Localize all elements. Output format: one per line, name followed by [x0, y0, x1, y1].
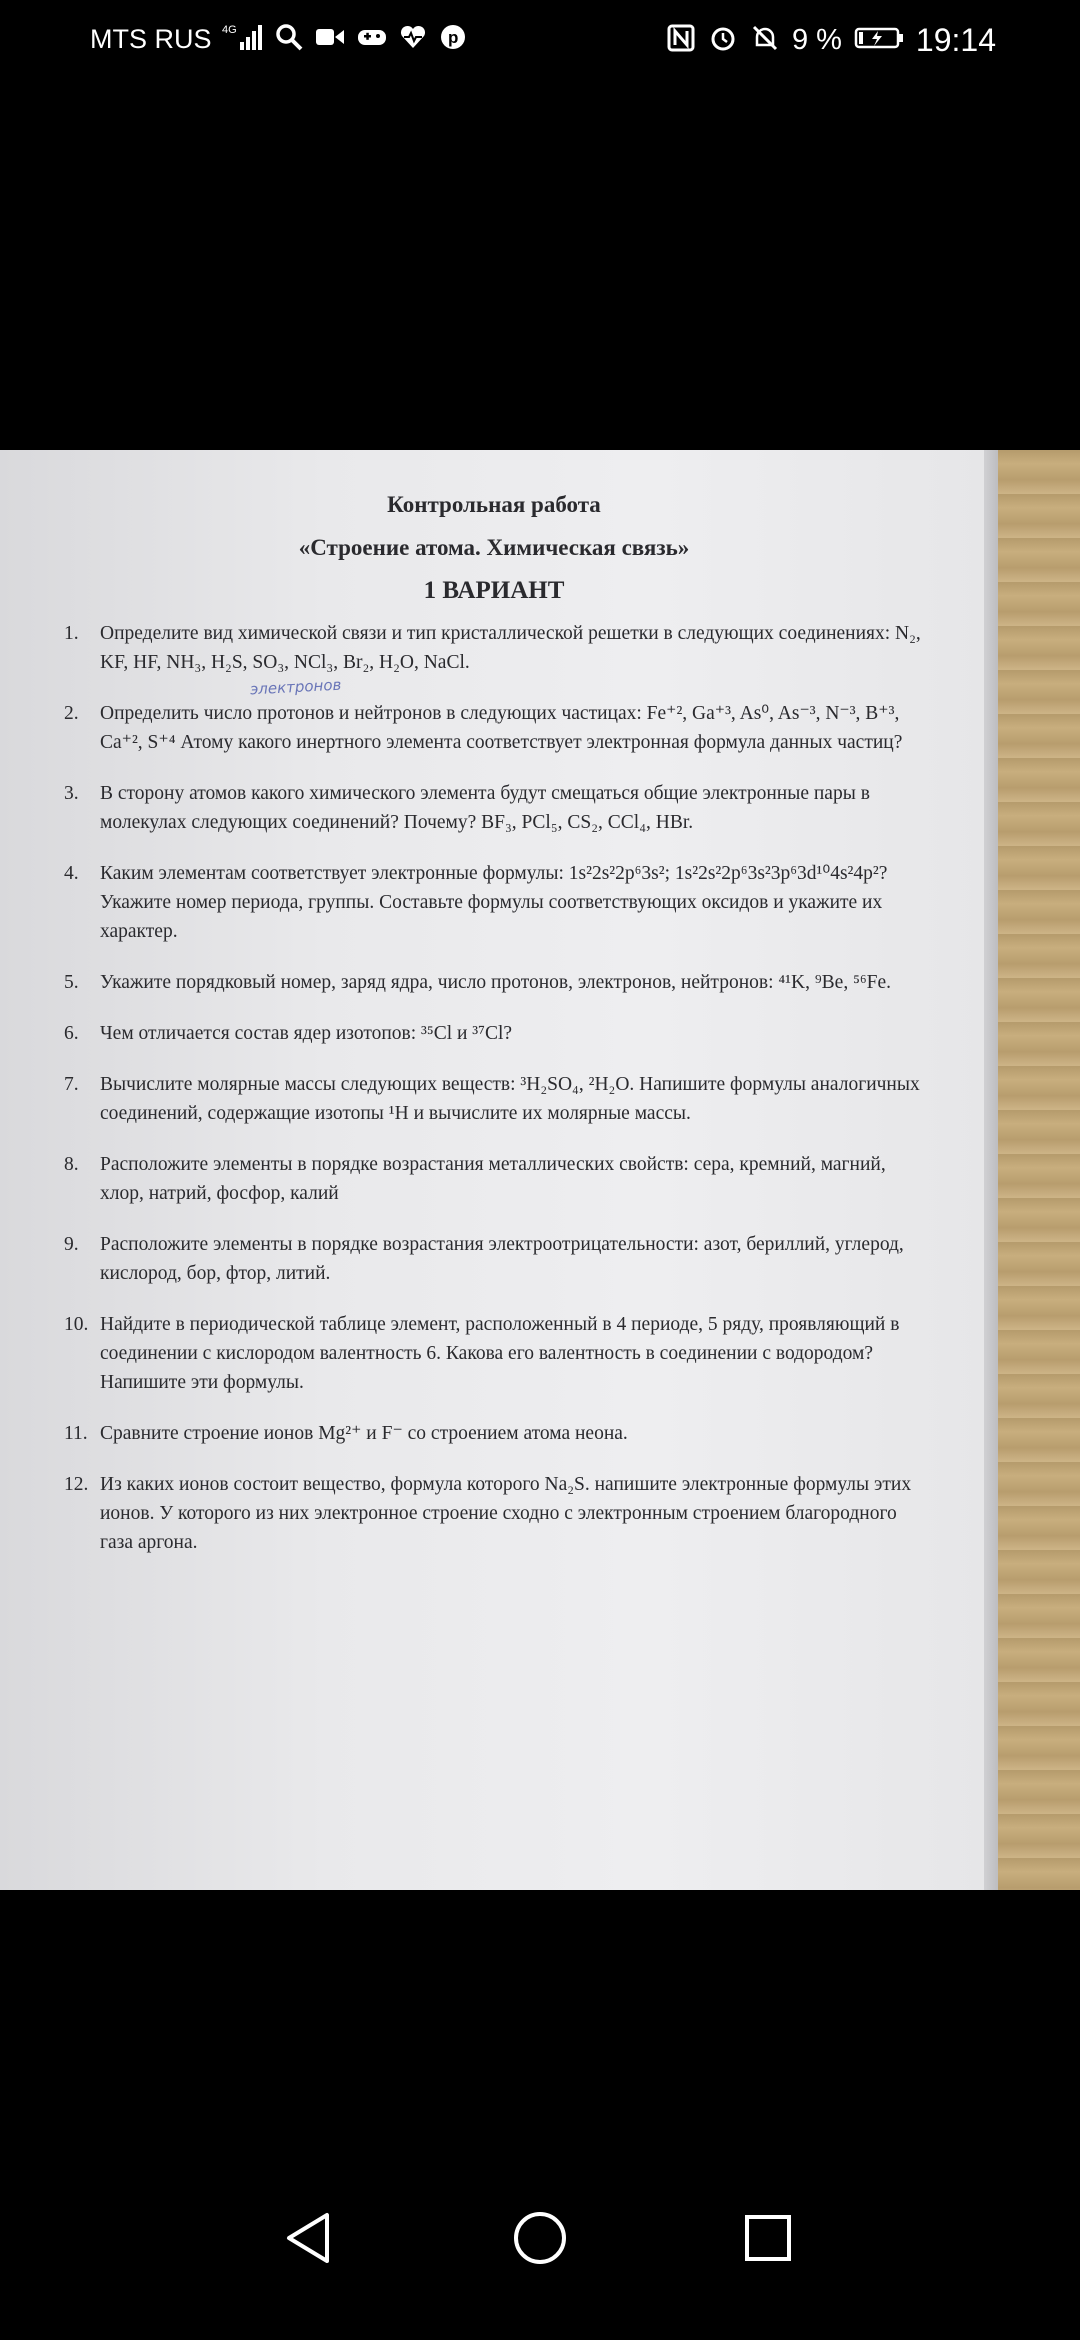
question-number: 5. [64, 972, 79, 993]
question-10 [64, 1310, 924, 1397]
question-text: Чем отличается состав ядер изотопов: ³⁵Cl и ³⁷Cl? [100, 1023, 513, 1044]
variant-heading: 1 ВАРИАНТ [423, 577, 565, 604]
question-number: 8. [64, 1154, 79, 1175]
wooden-surface [998, 450, 1080, 1890]
document-content [64, 490, 924, 1579]
question-12 [64, 1470, 924, 1557]
question-number: 1. [64, 623, 79, 644]
question-4 [64, 859, 924, 946]
paper-edge [984, 450, 998, 1890]
back-button[interactable] [268, 2200, 348, 2280]
handwritten-note: электронов [249, 675, 342, 699]
status-bar-left [90, 22, 468, 57]
question-text: В сторону атомов какого химического элемента будут смещаться общие электронные пары в молекулах следующих соединений? Почему? BF₃, PCl₅, CS₂, CCl₄, HBr. [100, 783, 870, 833]
question-number: 9. [64, 1234, 79, 1255]
status-bar [0, 0, 1080, 84]
question-number: 7. [64, 1074, 79, 1095]
question-7 [64, 1070, 924, 1128]
recents-icon [743, 2213, 793, 2268]
question-number: 3. [64, 783, 79, 804]
question-3 [64, 779, 924, 837]
search-icon [274, 22, 304, 57]
question-9 [64, 1230, 924, 1288]
gamepad-icon [356, 22, 388, 57]
signal-icon [222, 22, 264, 57]
document-subtitle: «Строение атома. Химическая связь» [298, 535, 690, 560]
question-number: 12. [64, 1474, 89, 1495]
question-text: Найдите в периодической таблице элемент, расположенный в 4 периоде, 5 ряду, проявляющий в соединении с кислородом валентность 6. Какова его валентность в соединении с водородом? Напишите эти формулы. [100, 1314, 900, 1393]
nfc-icon [666, 23, 696, 58]
question-1 [64, 619, 924, 677]
question-number: 10. [64, 1314, 89, 1335]
mute-icon [750, 23, 780, 58]
question-text: Определите вид химической связи и тип кристаллической решетки в следующих соединениях: N₂, KF, HF, NH₃, H₂S, SO₃, NCl₃, Br₂, H₂O, NaCl. [100, 623, 921, 673]
question-text: Укажите порядковый номер, заряд ядра, число протонов, электронов, нейтронов: ⁴¹K, ⁹Be, ⁵⁶Fe. [100, 972, 892, 993]
question-number: 2. [64, 703, 79, 724]
home-button[interactable] [500, 2200, 580, 2280]
video-icon [314, 22, 346, 57]
question-text: Вычислите молярные массы следующих веществ: ³H₂SO₄, ²H₂O. Напишите формулы аналогичных соединений, содержащие изотопы ¹H и вычислите их молярные массы. [100, 1074, 920, 1124]
back-icon [283, 2211, 333, 2270]
question-text: Сравните строение ионов Mg²⁺ и F⁻ со строением атома неона. [100, 1423, 628, 1444]
question-6 [64, 1019, 924, 1048]
question-text: Расположите элементы в порядке возрастания электроотрицательности: азот, бериллий, углерод, кислород, бор, фтор, литий. [100, 1234, 904, 1284]
svg-text:p: p [447, 28, 458, 47]
document-photo [0, 450, 1080, 1890]
battery-percent: 9 % [791, 24, 842, 56]
carrier-label: MTS RUS [90, 24, 212, 54]
question-number: 11. [64, 1423, 88, 1444]
question-8 [64, 1150, 924, 1208]
heart-icon [398, 22, 428, 57]
alarm-icon [708, 23, 738, 58]
battery-icon [854, 23, 904, 58]
pinterest-icon [438, 22, 468, 57]
status-bar-right [666, 22, 996, 59]
document-title: Контрольная работа [387, 492, 601, 517]
question-number: 4. [64, 863, 79, 884]
question-11 [64, 1419, 924, 1448]
network-type: 4G [221, 24, 237, 36]
question-text: Расположите элементы в порядке возрастания металлических свойств: сера, кремний, магний, хлор, натрий, фосфор, калий [100, 1154, 886, 1204]
question-2 [64, 699, 924, 757]
question-text: Из каких ионов состоит вещество, формула которого Na₂S. напишите электронные формулы этих ионов. У которого из них электронное строение сходно с электронным строением благородного газа аргона. [100, 1474, 912, 1553]
question-text: Каким элементам соответствует электронные формулы: 1s²2s²2p⁶3s²; 1s²2s²2p⁶3s²3p⁶3d¹⁰4s²4p²? Укажите номер периода, группы. Составьте формулы соответствующих оксидов и укажите их характер. [100, 863, 888, 942]
navigation-bar [0, 2200, 1080, 2340]
question-5 [64, 968, 924, 997]
home-icon [512, 2210, 568, 2271]
clock: 19:14 [915, 22, 996, 58]
question-text: Определить число протонов и нейтронов в следующих частицах: Fe⁺², Ga⁺³, As⁰, As⁻³, N⁻³, B⁺³, Ca⁺², S⁺⁴ Атому какого инертного элемента соответствует электронная формула данных частиц? [100, 703, 903, 753]
recents-button[interactable] [728, 2200, 808, 2280]
question-number: 6. [64, 1023, 79, 1044]
